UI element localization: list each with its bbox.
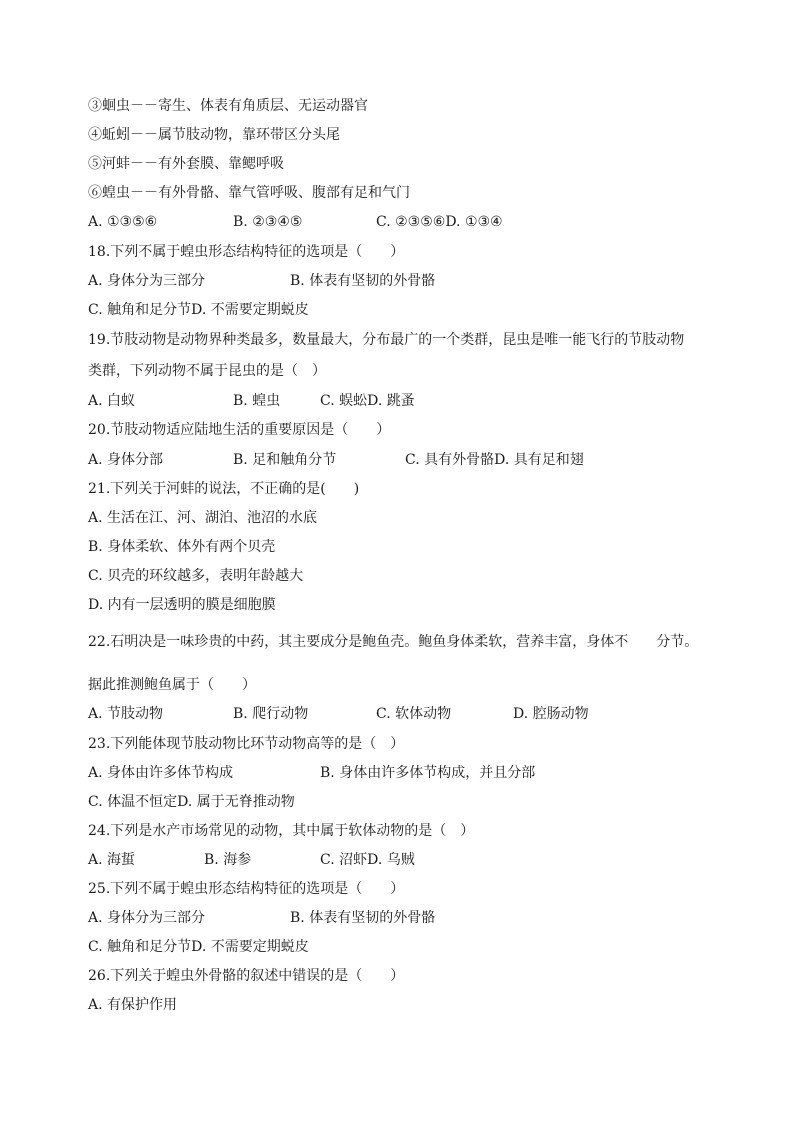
option-b: B. 体表有坚韧的外骨骼: [290, 273, 436, 289]
option-b: B. 足和触角分节: [233, 452, 337, 468]
question-19-cont: 类群，下列动物不属于昆虫的是（ ）: [88, 363, 326, 379]
option-b: B. 身体柔软、体外有两个贝壳: [88, 539, 276, 555]
question-23: 23.下列能体现节肢动物比环节动物高等的是（ ）: [88, 736, 405, 752]
question-21: 21.下列关于河蚌的说法，不正确的是( ): [88, 481, 360, 497]
option-a: A. 白蚁: [88, 393, 136, 409]
option-d: D. 腔肠动物: [513, 706, 589, 722]
question-26: 26.下列关于蝗虫外骨骼的叙述中错误的是（ ）: [88, 968, 405, 984]
option-c-d: C. 蜈蚣D. 跳蚤: [320, 393, 415, 409]
option-c-d: C. 体温不恒定D. 属于无脊推动物: [88, 794, 295, 810]
question-22: 22.石明决是一味珍贵的中药，其主要成分是鲍鱼壳。鲍鱼身体柔软，营养丰富，身体不 分节。: [88, 634, 699, 650]
option-c-d: C. 触角和足分节D. 不需要定期蜕皮: [88, 302, 309, 318]
option-a: A. 身体由许多体节构成: [88, 765, 234, 781]
option-a: A. 海蜇: [88, 852, 136, 868]
option-b: B. 蝗虫: [233, 393, 281, 409]
option-c-d: C. 沼虾D. 乌贼: [320, 852, 415, 868]
option-a: A. ①③⑤⑥: [88, 214, 158, 230]
option-d: D. 内有一层透明的膜是细胞膜: [88, 597, 276, 613]
option-a: A. 有保护作用: [88, 997, 178, 1013]
option-c-d: C. 触角和足分节D. 不需要定期蜕皮: [88, 939, 309, 955]
option-c-d: C. ②③⑤⑥D. ①③④: [376, 214, 503, 230]
option-b: B. 体表有坚韧的外骨骼: [290, 910, 436, 926]
text-line: ⑥蝗虫－－有外骨骼、靠气管呼吸、腹部有足和气门: [88, 185, 410, 201]
option-b: B. 海参: [204, 852, 252, 868]
option-a: A. 身体分为三部分: [88, 910, 206, 926]
option-c: C. 贝壳的环纹越多，表明年龄越大: [88, 568, 304, 584]
option-a: A. 生活在江、河、湖泊、池沼的水底: [88, 510, 318, 526]
option-a: A. 身体分部: [88, 452, 164, 468]
option-a: A. 节肢动物: [88, 706, 164, 722]
text-line: ③蛔虫－－寄生、体表有角质层、无运动器官: [88, 98, 368, 114]
text-line: ⑤河蚌－－有外套膜、靠鳃呼吸: [88, 156, 284, 172]
question-24: 24.下列是水产市场常见的动物，其中属于软体动物的是（ ）: [88, 823, 475, 839]
option-b: B. 身体由许多体节构成，并且分部: [320, 765, 536, 781]
option-c: C. 软体动物: [376, 706, 452, 722]
text-line: ④蚯蚓－－属节肢动物，靠环带区分头尾: [88, 127, 340, 143]
option-b: B. ②③④⑤: [233, 214, 303, 230]
option-c-d: C. 具有外骨骼D. 具有足和翅: [405, 452, 584, 468]
question-22-cont: 据此推测鲍鱼属于（ ）: [88, 677, 256, 693]
option-b: B. 爬行动物: [233, 706, 309, 722]
option-a: A. 身体分为三部分: [88, 273, 206, 289]
question-18: 18.下列不属于蝗虫形态结构特征的选项是（ ）: [88, 244, 405, 260]
question-19: 19.节肢动物是动物界种类最多，数量最大，分布最广的一个类群，昆虫是唯一能飞行的节肢动物: [88, 332, 685, 348]
question-25: 25.下列不属于蝗虫形态结构特征的选项是（ ）: [88, 881, 405, 897]
question-20: 20.节肢动物适应陆地生活的重要原因是（ ）: [88, 422, 391, 438]
